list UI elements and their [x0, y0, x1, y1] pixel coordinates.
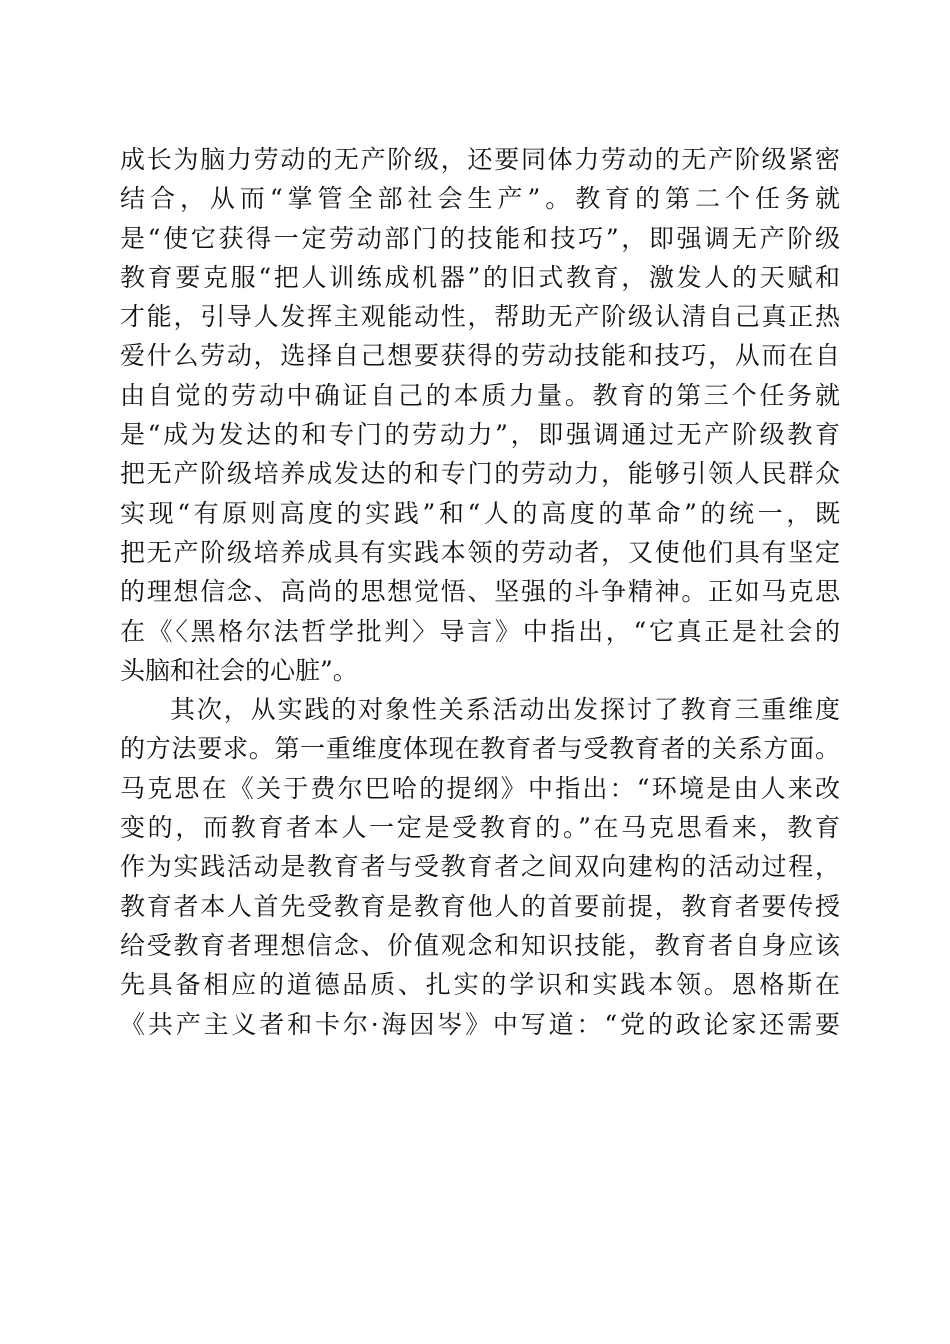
text-line: 成长为脑力劳动的无产阶级，还要同体力劳动的无产阶级紧密: [120, 145, 840, 174]
text-line: 是“成为发达的和专门的劳动力”，即强调通过无产阶级教育: [120, 420, 840, 450]
text-line: 由自觉的劳动中确证自己的本质力量。教育的第三个任务就: [120, 380, 840, 410]
paragraph-first-line: 其次，从实践的对象性关系活动出发探讨了教育三重维度: [170, 695, 840, 725]
text-line: 给受教育者理想信念、价值观念和知识技能，教育者自身应该: [120, 930, 840, 960]
text-line: 《共产主义者和卡尔·海因岑》中写道：“党的政论家还需要: [120, 1009, 840, 1039]
text-line: 爱什么劳动，选择自己想要获得的劳动技能和技巧，从而在自: [120, 341, 840, 371]
text-line: 实现“有原则高度的实践”和“人的高度的革命”的统一，既: [120, 498, 840, 528]
text-line: 马克思在《关于费尔巴哈的提纲》中指出：“环境是由人来改: [120, 773, 840, 803]
text-line: 变的，而教育者本人一定是受教育的。”在马克思看来，教育: [120, 813, 840, 843]
text-line: 把无产阶级培养成发达的和专门的劳动力，能够引领人民群众: [120, 459, 840, 489]
text-line: 教育要克服“把人训练成机器”的旧式教育，激发人的天赋和: [120, 262, 840, 292]
body-text: [120, 140, 840, 1044]
text-line: 结合，从而“掌管全部社会生产”。教育的第二个任务就: [120, 184, 840, 214]
text-line: 作为实践活动是教育者与受教育者之间双向建构的活动过程，: [120, 852, 840, 882]
text-line: 先具备相应的道德品质、扎实的学识和实践本领。恩格斯在: [120, 970, 840, 1000]
text-line: 的理想信念、高尚的思想觉悟、坚强的斗争精神。正如马克思: [120, 577, 840, 607]
text-line: 在《〈黑格尔法哲学批判〉导言》中指出，“它真正是社会的: [120, 616, 840, 646]
text-line: 才能，引导人发挥主观能动性，帮助无产阶级认清自己真正热: [120, 302, 840, 332]
text-line: 把无产阶级培养成具有实践本领的劳动者，又使他们具有坚定: [120, 537, 840, 567]
text-line: 是“使它获得一定劳动部门的技能和技巧”，即强调无产阶级: [120, 223, 840, 253]
text-line: 的方法要求。第一重维度体现在教育者与受教育者的关系方面。: [120, 734, 840, 764]
text-line: 头脑和社会的心脏”。: [120, 655, 358, 685]
text-line: 教育者本人首先受教育是教育他人的首要前提，教育者要传授: [120, 891, 840, 921]
